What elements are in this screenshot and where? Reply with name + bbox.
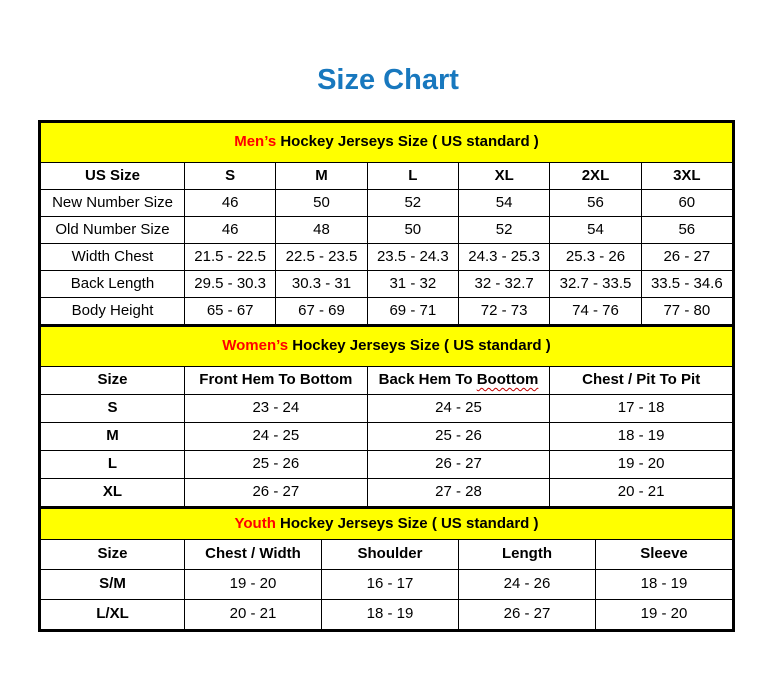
mens-value-cell: 30.3 - 31 — [276, 271, 367, 298]
mens-value-cell: 50 — [367, 217, 458, 244]
womens-table-row — [41, 478, 733, 506]
womens-section-header — [41, 326, 733, 366]
youth-value-cell: 19 - 20 — [596, 600, 733, 630]
mens-value-cell: 32.7 - 33.5 — [550, 271, 641, 298]
youth-value-cell: 16 - 17 — [322, 570, 459, 600]
mens-value-cell: 74 - 76 — [550, 298, 641, 325]
mens-column-header: 2XL — [550, 163, 641, 190]
womens-column-header — [367, 366, 550, 394]
womens-value-cell: 25 - 26 — [185, 450, 368, 478]
womens-value-cell: 18 - 19 — [550, 422, 733, 450]
womens-value-cell: 27 - 28 — [367, 478, 550, 506]
youth-column-header: Shoulder — [322, 540, 459, 570]
womens-value-cell: 23 - 24 — [185, 394, 368, 422]
youth-value-cell: 20 - 21 — [185, 600, 322, 630]
mens-size-table — [40, 122, 733, 325]
mens-section-header-text: Hockey Jerseys Size ( US standard ) — [276, 133, 539, 151]
page-title: Size Chart — [317, 64, 459, 96]
mens-value-cell: 46 — [185, 217, 276, 244]
youth-table-row — [41, 570, 733, 600]
womens-section-header-text: Hockey Jerseys Size ( US standard ) — [288, 337, 551, 354]
mens-table-row — [41, 217, 733, 244]
mens-value-cell: 23.5 - 24.3 — [367, 244, 458, 271]
youth-section-header-text: Hockey Jerseys Size ( US standard ) — [275, 514, 539, 532]
youth-value-cell: 24 - 26 — [459, 570, 596, 600]
mens-column-header: L — [367, 163, 458, 190]
youth-value-cell: 18 - 19 — [596, 570, 733, 600]
mens-value-cell: 21.5 - 22.5 — [185, 244, 276, 271]
womens-column-header: Chest / Pit To Pit — [550, 366, 733, 394]
youth-size-table — [40, 507, 733, 631]
womens-row-label: M — [41, 422, 185, 450]
mens-column-header: XL — [458, 163, 549, 190]
womens-column-header: Front Hem To Bottom — [185, 366, 368, 394]
mens-value-cell: 50 — [276, 190, 367, 217]
mens-value-cell: 31 - 32 — [367, 271, 458, 298]
womens-size-table — [40, 325, 733, 507]
womens-table-row — [41, 422, 733, 450]
mens-value-cell: 48 — [276, 217, 367, 244]
mens-row-label: New Number Size — [41, 190, 185, 217]
womens-section-header-highlight: Women’s — [222, 337, 289, 354]
womens-table-row — [41, 450, 733, 478]
mens-column-header: US Size — [41, 163, 185, 190]
mens-column-header: 3XL — [641, 163, 732, 190]
mens-table-row — [41, 244, 733, 271]
youth-value-cell: 26 - 27 — [459, 600, 596, 630]
womens-value-cell: 20 - 21 — [550, 478, 733, 506]
youth-value-cell: 19 - 20 — [185, 570, 322, 600]
youth-column-header: Chest / Width — [185, 540, 322, 570]
mens-value-cell: 69 - 71 — [367, 298, 458, 325]
youth-section-header — [41, 508, 733, 540]
mens-section-header — [41, 123, 733, 163]
mens-value-cell: 52 — [458, 217, 549, 244]
youth-row-label: L/XL — [41, 600, 185, 630]
mens-table-row — [41, 190, 733, 217]
womens-table-row — [41, 394, 733, 422]
mens-value-cell: 56 — [550, 190, 641, 217]
youth-column-header: Size — [41, 540, 185, 570]
mens-value-cell: 54 — [458, 190, 549, 217]
mens-column-header: M — [276, 163, 367, 190]
mens-value-cell: 33.5 - 34.6 — [641, 271, 732, 298]
youth-section-header-highlight: Youth — [234, 514, 276, 532]
mens-value-cell: 60 — [641, 190, 732, 217]
womens-column-header-misspelled-word: Boottom — [476, 370, 539, 388]
womens-row-label: XL — [41, 478, 185, 506]
mens-value-cell: 77 - 80 — [641, 298, 732, 325]
mens-value-cell: 26 - 27 — [641, 244, 732, 271]
youth-row-label: S/M — [41, 570, 185, 600]
mens-value-cell: 65 - 67 — [185, 298, 276, 325]
mens-row-label: Old Number Size — [41, 217, 185, 244]
mens-value-cell: 29.5 - 30.3 — [185, 271, 276, 298]
mens-table-row — [41, 298, 733, 325]
womens-row-label: L — [41, 450, 185, 478]
womens-value-cell: 17 - 18 — [550, 394, 733, 422]
womens-value-cell: 24 - 25 — [367, 394, 550, 422]
mens-row-label: Width Chest — [41, 244, 185, 271]
mens-row-label: Body Height — [41, 298, 185, 325]
mens-section-header-highlight: Men’s — [234, 133, 277, 151]
mens-value-cell: 52 — [367, 190, 458, 217]
youth-column-header: Sleeve — [596, 540, 733, 570]
mens-value-cell: 67 - 69 — [276, 298, 367, 325]
mens-value-cell: 25.3 - 26 — [550, 244, 641, 271]
womens-row-label: S — [41, 394, 185, 422]
womens-value-cell: 24 - 25 — [185, 422, 368, 450]
womens-value-cell: 26 - 27 — [367, 450, 550, 478]
size-chart — [38, 120, 735, 632]
womens-value-cell: 19 - 20 — [550, 450, 733, 478]
womens-column-header: Size — [41, 366, 185, 394]
mens-value-cell: 72 - 73 — [458, 298, 549, 325]
womens-value-cell: 25 - 26 — [367, 422, 550, 450]
mens-column-header: S — [185, 163, 276, 190]
mens-table-row — [41, 271, 733, 298]
mens-value-cell: 22.5 - 23.5 — [276, 244, 367, 271]
mens-value-cell: 46 — [185, 190, 276, 217]
mens-row-label: Back Length — [41, 271, 185, 298]
mens-value-cell: 54 — [550, 217, 641, 244]
mens-value-cell: 24.3 - 25.3 — [458, 244, 549, 271]
womens-value-cell: 26 - 27 — [185, 478, 368, 506]
youth-column-header: Length — [459, 540, 596, 570]
youth-value-cell: 18 - 19 — [322, 600, 459, 630]
womens-column-header-prefix: Back Hem To — [378, 370, 477, 388]
mens-value-cell: 56 — [641, 217, 732, 244]
youth-table-row — [41, 600, 733, 630]
mens-value-cell: 32 - 32.7 — [458, 271, 549, 298]
